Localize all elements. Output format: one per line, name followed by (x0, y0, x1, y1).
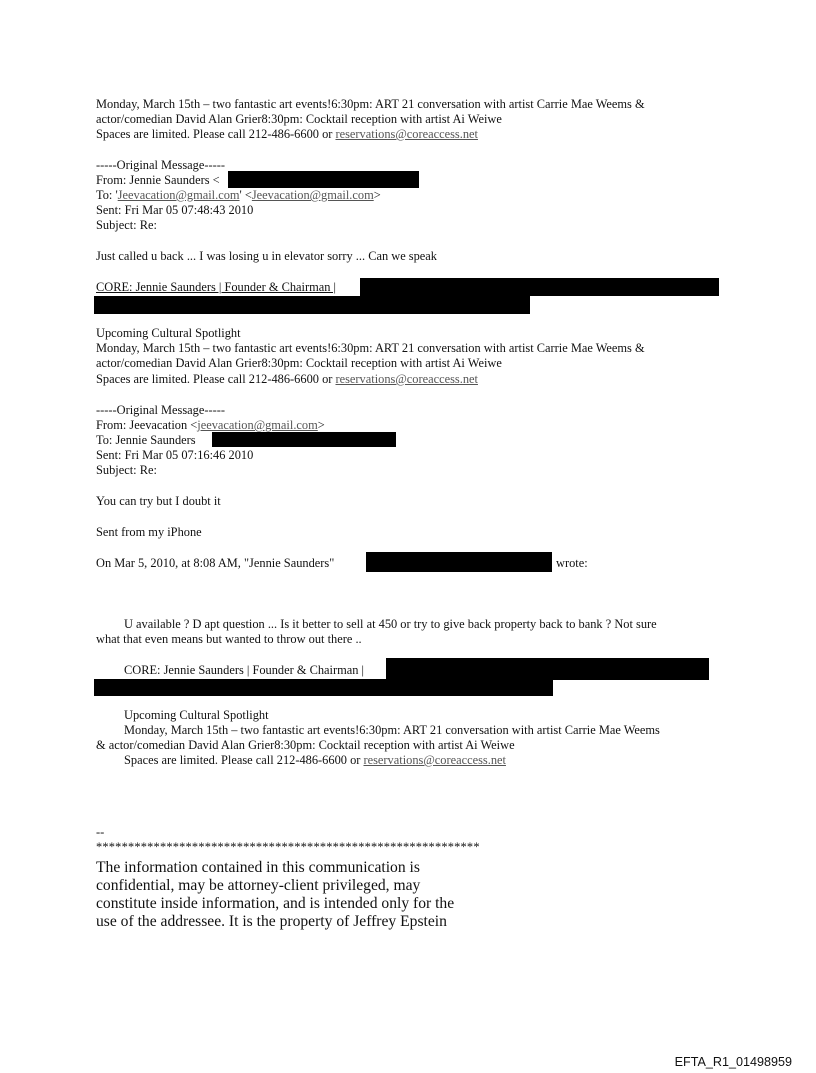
sent-line: Sent: Fri Mar 05 07:16:46 2010 (96, 448, 254, 462)
from-suffix: > (317, 418, 325, 432)
signature-line: CORE: Jennie Saunders | Founder & Chairman | (124, 663, 365, 677)
to-line: To: Jennie Saunders (96, 433, 196, 447)
to-suffix: > (373, 188, 381, 202)
event-line-3 (96, 372, 478, 387)
to-email-link[interactable]: Jeevacation@gmail.com (117, 188, 240, 202)
event-line-2: & actor/comedian David Alan Grier8:30pm: Cocktail reception with artist Ai Weiwe (96, 738, 515, 752)
to-email-link[interactable]: Jeevacation@gmail.com (251, 188, 374, 202)
quoted-body-line-1: U available ? D apt question ... Is it better to sell at 450 or try to give back property back to bank ? Not sure (124, 617, 657, 631)
sent-from-line: Sent from my iPhone (96, 525, 202, 539)
spotlight-title: Upcoming Cultural Spotlight (96, 326, 241, 340)
to-line (96, 188, 381, 203)
redaction-box (366, 552, 552, 572)
from-line (96, 418, 325, 433)
quote-intro-wrote: wrote: (556, 556, 588, 570)
from-email-link[interactable]: jeevacation@gmail.com (197, 418, 318, 432)
event-line-1: Monday, March 15th – two fantastic art events!6:30pm: ART 21 conversation with artist Carrie Mae Weems & (96, 97, 645, 111)
redaction-box (94, 679, 553, 696)
reservations-link[interactable]: reservations@coreaccess.net (363, 753, 506, 767)
event-line-2: actor/comedian David Alan Grier8:30pm: Cocktail reception with artist Ai Weiwe (96, 356, 502, 370)
confidentiality-disclaimer: The information contained in this communication is confidential, may be attorney-client privileged, may constitute inside information, and is intended only for the use of the addressee. It is the property of Jeffrey Epstein (96, 859, 455, 930)
event-line-3-text: Spaces are limited. Please call 212-486-6600 or (124, 753, 364, 767)
event-line-1: Monday, March 15th – two fantastic art events!6:30pm: ART 21 conversation with artist Carrie Mae Weems (124, 723, 660, 737)
from-prefix: From: Jeevacation < (96, 418, 198, 432)
signature-separator: -- (96, 825, 105, 839)
event-line-3-text: Spaces are limited. Please call 212-486-6600 or (96, 127, 336, 141)
event-line-3-text: Spaces are limited. Please call 212-486-6600 or (96, 372, 336, 386)
signature-line: CORE: Jennie Saunders | Founder & Chairman | (96, 280, 337, 294)
event-line-3 (96, 127, 478, 142)
document-id: EFTA_R1_01498959 (674, 1055, 792, 1069)
spotlight-title: Upcoming Cultural Spotlight (124, 708, 269, 722)
redaction-box (212, 432, 396, 447)
original-message-header: -----Original Message----- (96, 403, 226, 417)
quoted-body-line-2: what that even means but wanted to throw out there .. (96, 632, 362, 646)
to-prefix: To: ' (96, 188, 118, 202)
asterisk-divider: ************************************************************ (96, 840, 480, 854)
redaction-box (94, 296, 530, 314)
subject-line: Subject: Re: (96, 463, 157, 477)
event-line-2: actor/comedian David Alan Grier8:30pm: Cocktail reception with artist Ai Weiwe (96, 112, 502, 126)
event-line-3 (124, 753, 506, 768)
quote-intro-line: On Mar 5, 2010, at 8:08 AM, "Jennie Saunders" (96, 556, 335, 570)
message-body: You can try but I doubt it (96, 494, 221, 508)
reservations-link[interactable]: reservations@coreaccess.net (335, 372, 478, 386)
subject-line: Subject: Re: (96, 218, 157, 232)
redaction-box (386, 658, 709, 680)
sent-line: Sent: Fri Mar 05 07:48:43 2010 (96, 203, 254, 217)
from-line: From: Jennie Saunders < (96, 173, 220, 187)
reservations-link[interactable]: reservations@coreaccess.net (335, 127, 478, 141)
event-line-1: Monday, March 15th – two fantastic art events!6:30pm: ART 21 conversation with artist Carrie Mae Weems & (96, 341, 645, 355)
redaction-box (228, 171, 419, 188)
redaction-box (360, 278, 719, 296)
to-mid: ' < (239, 188, 252, 202)
message-body: Just called u back ... I was losing u in elevator sorry ... Can we speak (96, 249, 438, 263)
original-message-header: -----Original Message----- (96, 158, 226, 172)
